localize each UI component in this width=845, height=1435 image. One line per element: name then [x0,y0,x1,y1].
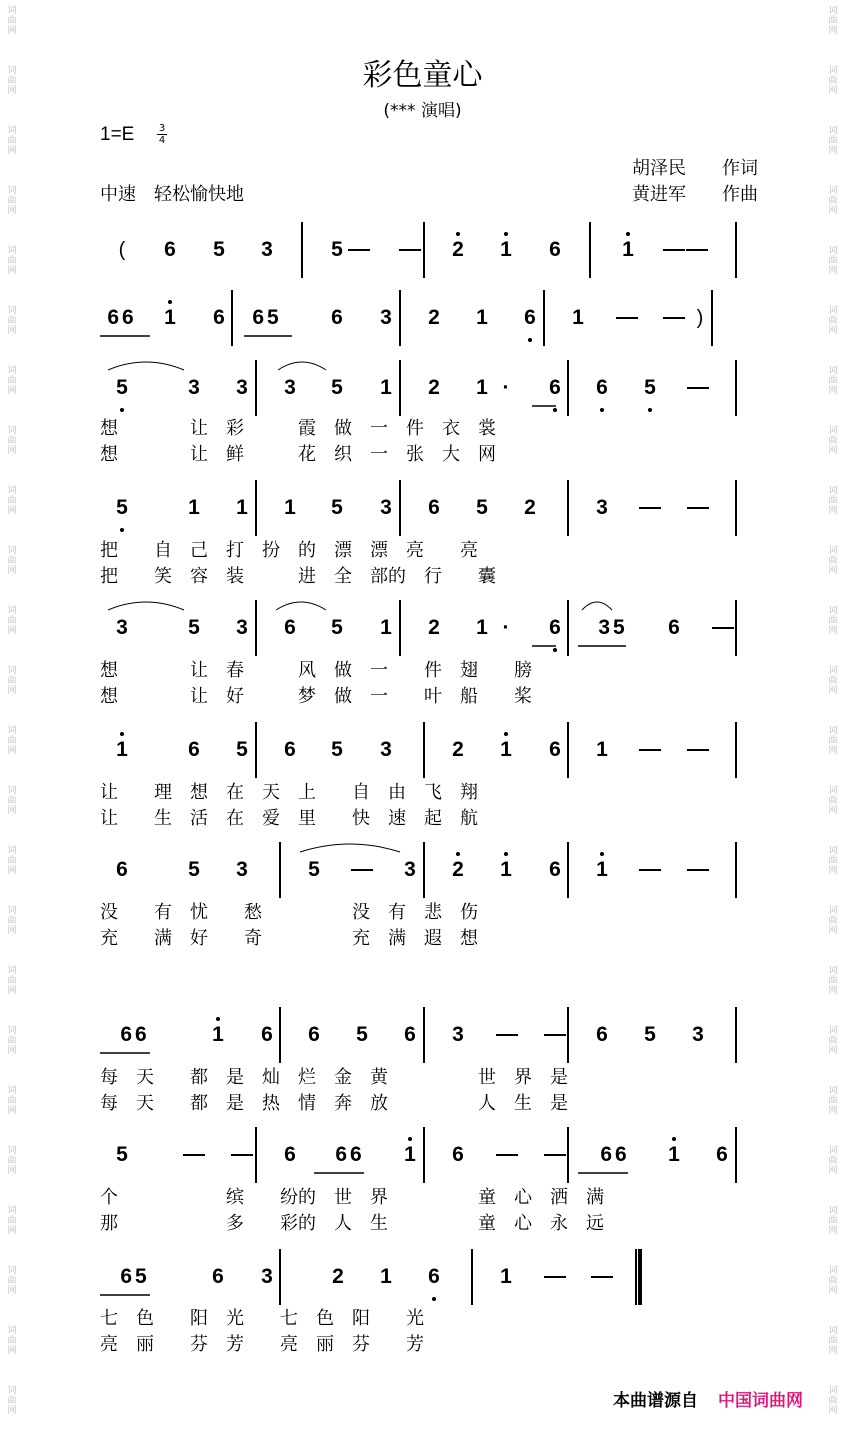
watermark-glyphs: 词 曲 网 [828,126,838,156]
note-1-3: 65 [252,306,282,329]
lyricist-role: 作词 [722,158,758,179]
watermark-glyphs: 词 曲 网 [7,846,17,876]
note-9-3: 2 [332,1265,344,1288]
note-6-1: 5 [188,858,200,881]
high-octave-dot [120,732,124,736]
note-4-0: 3 [116,616,128,639]
watermark-glyphs: 词 曲 网 [7,606,17,636]
slur [108,602,184,610]
note-7-9: 6 [596,1023,608,1046]
note-9-4: 1 [380,1265,392,1288]
watermark-glyphs: 词 曲 网 [828,786,838,816]
low-octave-dot [432,1297,436,1301]
lyric-line-5-1: 每 天 都 是 热 情 奔 放 人 生 是 [100,1093,568,1114]
watermark-glyphs: 词 曲 网 [7,1386,17,1416]
note-8-11: 6 [716,1143,728,1166]
note-1-7: 1 [476,306,488,329]
slur [108,362,184,370]
low-octave-dot [553,408,557,412]
note-0-1: 6 [164,238,176,261]
high-octave-dot [626,232,630,236]
note-1-8: 6 [524,306,536,329]
note-0-10: 1 [622,238,634,261]
note-8-0: 5 [116,1143,128,1166]
composer-role: 作曲 [722,184,758,205]
note-3-1: 1 [188,496,200,519]
watermark-glyphs: 词 曲 网 [7,1086,17,1116]
watermark-glyphs: 词 曲 网 [7,1146,17,1176]
dash-note [663,317,685,319]
high-octave-dot [504,232,508,236]
lyric-line-2-1: 想 让 好 梦 做 一 叶 船 桨 [100,686,532,707]
watermark-glyphs: 词 曲 网 [828,6,838,36]
low-octave-dot [648,408,652,412]
watermark-glyphs: 词 曲 网 [7,1026,17,1056]
watermark-glyphs: 词 曲 网 [828,1386,838,1416]
note-4-9: 6 [549,616,561,639]
note-3-5: 3 [380,496,392,519]
note-8-3: 6 [284,1143,296,1166]
note-2-3: 3 [284,376,296,399]
note-4-1: 5 [188,616,200,639]
note-0-2: 5 [213,238,225,261]
note-1-0: 66 [107,306,137,329]
low-octave-dot [120,528,124,532]
note-9-2: 3 [261,1265,273,1288]
dash-note [351,869,373,871]
note-2-8: · [502,376,510,399]
note-0-3: 3 [261,238,273,261]
watermark-glyphs: 词 曲 网 [828,606,838,636]
dash-note [712,627,734,629]
note-1-6: 2 [428,306,440,329]
watermark-glyphs: 词 曲 网 [7,426,17,456]
note-4-10: 35 [598,616,628,639]
dash-note [183,1154,205,1156]
low-octave-dot [600,408,604,412]
slur [300,844,400,852]
note-3-8: 2 [524,496,536,519]
note-0-0: ( [118,239,126,261]
note-5-4: 5 [331,738,343,761]
note-0-8: 1 [500,238,512,261]
watermark-glyphs: 词 曲 网 [828,66,838,96]
note-7-1: 1 [212,1023,224,1046]
note-2-4: 5 [331,376,343,399]
watermark-glyphs: 词 曲 网 [828,546,838,576]
source-footer [613,1386,803,1411]
watermark-glyphs: 词 曲 网 [828,186,838,216]
note-6-3: 5 [308,858,320,881]
high-octave-dot [600,852,604,856]
note-0-4: 5 [331,238,343,261]
note-1-9: 1 [572,306,584,329]
note-7-11: 3 [692,1023,704,1046]
low-octave-dot [553,648,557,652]
watermark-glyphs: 词 曲 网 [828,1206,838,1236]
note-5-3: 6 [284,738,296,761]
watermark-glyphs: 词 曲 网 [7,1326,17,1356]
watermark-glyphs: 词 曲 网 [828,1266,838,1296]
note-6-7: 1 [500,858,512,881]
note-3-0: 5 [116,496,128,519]
note-7-2: 6 [261,1023,273,1046]
watermark-glyphs: 词 曲 网 [7,306,17,336]
note-2-11: 5 [644,376,656,399]
lyric-line-6-1: 那 多 彩的 人 生 童 心 永 远 [100,1213,604,1234]
lyric-line-0-1: 想 让 鲜 花 织 一 张 大 网 [100,444,496,465]
dash-note [496,1154,518,1156]
note-7-4: 5 [356,1023,368,1046]
note-4-4: 5 [331,616,343,639]
dash-note [496,1034,518,1036]
watermark-glyphs: 词 曲 网 [7,666,17,696]
note-7-3: 6 [308,1023,320,1046]
time-signature-top: 3 [158,123,166,134]
note-2-9: 6 [549,376,561,399]
dash-note [639,869,661,871]
note-2-10: 6 [596,376,608,399]
note-7-0: 66 [120,1023,150,1046]
dash-note [687,749,709,751]
song-title: 彩色童心 [362,58,483,93]
source-label: 本曲谱源自 [613,1391,698,1411]
watermark-glyphs: 词 曲 网 [7,786,17,816]
note-2-0: 5 [116,376,128,399]
note-4-2: 3 [236,616,248,639]
note-8-9: 66 [600,1143,630,1166]
low-octave-dot [528,338,532,342]
note-8-5: 1 [404,1143,416,1166]
high-octave-dot [504,852,508,856]
note-8-4: 66 [335,1143,365,1166]
note-9-9: : [636,1266,644,1288]
note-3-6: 6 [428,496,440,519]
high-octave-dot [672,1137,676,1141]
high-octave-dot [216,1017,220,1021]
watermark-glyphs: 词 曲 网 [828,1026,838,1056]
dash-note [544,1276,566,1278]
dash-note [591,1276,613,1278]
lyric-line-7-1: 亮 丽 芬 芳 亮 丽 芬 芳 [100,1334,424,1355]
lyric-line-0-0: 想 让 彩 霞 做 一 件 衣 裳 [100,418,496,439]
note-6-9: 1 [596,858,608,881]
note-2-7: 1 [476,376,488,399]
note-7-10: 5 [644,1023,656,1046]
tempo-marking: 中速 轻松愉快地 [100,184,244,205]
performer-note: (*** 演唱) [383,101,462,121]
note-4-11: 6 [668,616,680,639]
dash-note [687,507,709,509]
lyricist-name: 胡泽民 [632,158,686,179]
watermark-glyphs: 词 曲 网 [7,246,17,276]
dash-note [544,1034,566,1036]
watermark-glyphs: 词 曲 网 [828,246,838,276]
note-6-5: 3 [404,858,416,881]
lyric-line-3-1: 让 生 活 在 爱 里 快 速 起 航 [100,808,478,829]
watermark-glyphs: 词 曲 网 [828,1326,838,1356]
key-signature: 1=E [100,124,135,145]
note-4-8: · [502,616,510,639]
high-octave-dot [168,300,172,304]
lyric-line-5-0: 每 天 都 是 灿 烂 金 黄 世 界 是 [100,1067,568,1088]
watermark-glyphs: 词 曲 网 [7,126,17,156]
low-octave-dot [120,408,124,412]
dash-note [616,317,638,319]
note-4-3: 6 [284,616,296,639]
lyric-line-1-1: 把 笑 容 装 进 全 部的 行 囊 [100,566,496,587]
high-octave-dot [504,732,508,736]
note-6-0: 6 [116,858,128,881]
high-octave-dot [408,1137,412,1141]
watermark-glyphs: 词 曲 网 [7,726,17,756]
note-5-1: 6 [188,738,200,761]
watermark-glyphs: 词 曲 网 [7,1206,17,1236]
watermark-glyphs: 词 曲 网 [828,1146,838,1176]
watermark-glyphs: 词 曲 网 [828,426,838,456]
watermark-glyphs: 词 曲 网 [828,306,838,336]
note-8-10: 1 [668,1143,680,1166]
note-2-6: 2 [428,376,440,399]
watermark-glyphs: 词 曲 网 [828,906,838,936]
dash-note [231,1154,253,1156]
dash-note [687,387,709,389]
note-3-4: 5 [331,496,343,519]
time-signature-bottom: 4 [158,135,166,146]
watermark-glyphs: 词 曲 网 [7,966,17,996]
dash-note [687,869,709,871]
note-0-7: 2 [452,238,464,261]
dash-note [544,1154,566,1156]
watermark-glyphs: 词 曲 网 [7,486,17,516]
note-6-2: 3 [236,858,248,881]
watermark-glyphs: 词 曲 网 [7,186,17,216]
watermark-glyphs: 词 曲 网 [7,66,17,96]
note-7-5: 6 [404,1023,416,1046]
note-2-5: 1 [380,376,392,399]
note-5-0: 1 [116,738,128,761]
note-9-1: 6 [212,1265,224,1288]
note-5-6: 2 [452,738,464,761]
dash-note [686,249,708,251]
note-5-8: 6 [549,738,561,761]
high-octave-dot [456,852,460,856]
lyric-line-7-0: 七 色 阳 光 七 色 阳 光 [100,1308,424,1329]
lyric-line-4-0: 没 有 忧 愁 没 有 悲 伤 [100,902,478,923]
watermark-glyphs: 词 曲 网 [828,726,838,756]
slur [276,602,326,610]
note-5-2: 5 [236,738,248,761]
dash-note [399,249,421,251]
dash-note [639,507,661,509]
note-5-5: 3 [380,738,392,761]
note-9-0: 65 [120,1265,150,1288]
note-3-7: 5 [476,496,488,519]
watermark-glyphs: 词 曲 网 [828,846,838,876]
note-3-9: 3 [596,496,608,519]
note-6-8: 6 [549,858,561,881]
note-8-6: 6 [452,1143,464,1166]
note-2-1: 3 [188,376,200,399]
note-2-2: 3 [236,376,248,399]
note-5-9: 1 [596,738,608,761]
note-0-9: 6 [549,238,561,261]
note-1-12: ) [696,307,704,329]
note-1-5: 3 [380,306,392,329]
composer-name: 黄进军 [632,184,686,205]
note-1-2: 6 [213,306,225,329]
dash-note [639,749,661,751]
note-3-3: 1 [284,496,296,519]
slur [582,602,612,610]
watermark-glyphs: 词 曲 网 [828,1086,838,1116]
high-octave-dot [456,232,460,236]
watermark-glyphs: 词 曲 网 [828,366,838,396]
note-4-7: 1 [476,616,488,639]
watermark-glyphs: 词 曲 网 [828,666,838,696]
note-4-5: 1 [380,616,392,639]
watermark-glyphs: 词 曲 网 [7,366,17,396]
source-site-link[interactable]: 中国词曲网 [718,1391,803,1411]
lyric-line-3-0: 让 理 想 在 天 上 自 由 飞 翔 [100,782,478,803]
lyric-line-4-1: 充 满 好 奇 充 满 遐 想 [100,928,478,949]
note-1-1: 1 [164,306,176,329]
watermark-glyphs: 词 曲 网 [7,906,17,936]
lyric-line-2-0: 想 让 春 风 做 一 件 翅 膀 [100,660,532,681]
watermark-glyphs: 词 曲 网 [828,966,838,996]
lyric-line-6-0: 个 缤 纷的 世 界 童 心 洒 满 [100,1187,604,1208]
note-3-2: 1 [236,496,248,519]
slur [278,362,326,370]
note-9-6: 1 [500,1265,512,1288]
note-1-4: 6 [331,306,343,329]
watermark-glyphs: 词 曲 网 [828,486,838,516]
note-7-6: 3 [452,1023,464,1046]
note-9-5: 6 [428,1265,440,1288]
dash-note [348,249,370,251]
note-4-6: 2 [428,616,440,639]
note-5-7: 1 [500,738,512,761]
watermark-glyphs: 词 曲 网 [7,6,17,36]
watermark-glyphs: 词 曲 网 [7,546,17,576]
lyric-line-1-0: 把 自 己 打 扮 的 漂 漂 亮 亮 [100,540,478,561]
watermark-glyphs: 词 曲 网 [7,1266,17,1296]
dash-note [663,249,685,251]
note-6-6: 2 [452,858,464,881]
